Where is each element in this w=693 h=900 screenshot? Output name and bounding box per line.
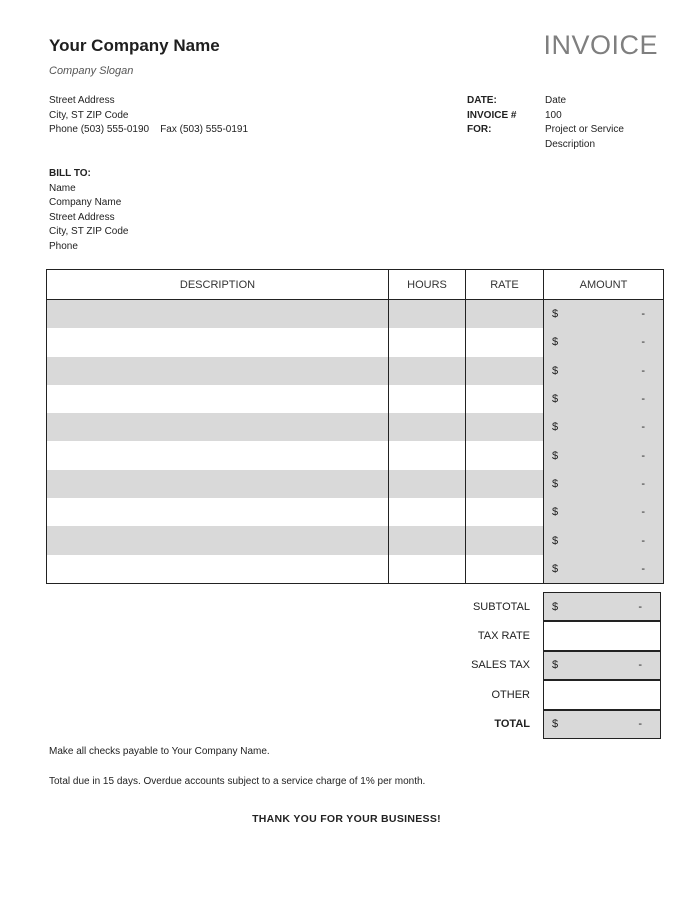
line-items-table <box>46 269 664 584</box>
sales-tax-value: - <box>638 659 642 672</box>
amount-value: - <box>641 421 645 434</box>
hours-cell[interactable] <box>389 441 466 469</box>
rate-cell[interactable] <box>466 385 544 413</box>
rate-cell[interactable] <box>466 470 544 498</box>
description-cell[interactable] <box>47 470 389 498</box>
other-field[interactable] <box>543 680 661 709</box>
amount-value: - <box>641 308 645 321</box>
bill-to-name: Name <box>49 182 76 194</box>
amount-currency: $ <box>552 534 559 547</box>
description-cell[interactable] <box>47 413 389 441</box>
sales-tax-row <box>420 651 661 680</box>
subtotal-value: - <box>638 600 642 613</box>
rate-cell[interactable] <box>466 413 544 441</box>
date-label: DATE: <box>467 95 497 106</box>
for-value-line1: Project or Service <box>545 124 624 136</box>
amount-currency: $ <box>552 477 559 490</box>
amount-cell <box>544 526 664 554</box>
bill-to-city: City, ST ZIP Code <box>49 226 129 238</box>
amount-cell <box>544 300 664 329</box>
rate-cell[interactable] <box>466 526 544 554</box>
table-row <box>47 498 664 526</box>
hours-cell[interactable] <box>389 357 466 385</box>
description-cell[interactable] <box>47 328 389 356</box>
rate-cell[interactable] <box>466 328 544 356</box>
company-slogan: Company Slogan <box>49 65 134 77</box>
amount-currency: $ <box>552 506 559 519</box>
amount-value: - <box>641 393 645 406</box>
sender-address <box>49 94 248 138</box>
invoice-number-value: 100 <box>545 109 562 121</box>
amount-currency: $ <box>552 308 559 321</box>
amount-value: - <box>641 534 645 547</box>
description-cell[interactable] <box>47 385 389 413</box>
column-header-amount: AMOUNT <box>544 270 664 300</box>
sales-tax-field <box>543 651 661 680</box>
amount-value: - <box>641 336 645 349</box>
rate-cell[interactable] <box>466 555 544 584</box>
amount-cell <box>544 357 664 385</box>
rate-cell[interactable] <box>466 357 544 385</box>
rate-cell[interactable] <box>466 300 544 329</box>
company-name: Your Company Name <box>49 36 220 55</box>
sender-city: City, ST ZIP Code <box>49 109 129 121</box>
description-cell[interactable] <box>47 441 389 469</box>
invoice-meta-labels <box>467 94 516 138</box>
description-cell[interactable] <box>47 300 389 329</box>
rate-cell[interactable] <box>466 441 544 469</box>
description-cell[interactable] <box>47 357 389 385</box>
table-row <box>47 413 664 441</box>
tax-rate-row <box>420 621 661 650</box>
sales-tax-label: SALES TAX <box>471 659 530 672</box>
hours-cell[interactable] <box>389 470 466 498</box>
totals-block <box>420 592 661 739</box>
table-header-row <box>47 270 664 300</box>
hours-cell[interactable] <box>389 413 466 441</box>
table-row <box>47 357 664 385</box>
hours-cell[interactable] <box>389 526 466 554</box>
sender-street: Street Address <box>49 95 115 106</box>
description-cell[interactable] <box>47 526 389 554</box>
total-row <box>420 710 661 739</box>
table-row <box>47 328 664 356</box>
table-row <box>47 470 664 498</box>
amount-value: - <box>641 506 645 519</box>
invoice-number-label: INVOICE # <box>467 109 517 121</box>
amount-currency: $ <box>552 449 559 462</box>
table-row <box>47 300 664 329</box>
bill-to-street: Street Address <box>49 211 115 223</box>
subtotal-currency: $ <box>552 600 559 613</box>
hours-cell[interactable] <box>389 498 466 526</box>
hours-cell[interactable] <box>389 385 466 413</box>
table-row <box>47 441 664 469</box>
tax-rate-label: TAX RATE <box>477 630 530 643</box>
column-header-rate: RATE <box>466 270 544 300</box>
subtotal-row <box>420 592 661 621</box>
for-value-line2: Description <box>545 138 596 150</box>
bill-to-company: Company Name <box>49 197 122 209</box>
total-currency: $ <box>552 718 559 731</box>
tax-rate-field[interactable] <box>543 621 661 650</box>
hours-cell[interactable] <box>389 300 466 329</box>
invoice-title: INVOICE <box>543 30 658 60</box>
for-label: FOR: <box>467 124 492 136</box>
amount-cell <box>544 413 664 441</box>
subtotal-field <box>543 592 661 621</box>
rate-cell[interactable] <box>466 498 544 526</box>
amount-value: - <box>641 562 645 575</box>
sender-phone-fax: Phone (503) 555-0190 Fax (503) 555-0191 <box>49 124 249 136</box>
table-row <box>47 555 664 584</box>
subtotal-label: SUBTOTAL <box>472 600 530 613</box>
other-label: OTHER <box>491 688 530 701</box>
amount-value: - <box>641 449 645 462</box>
bill-to-phone: Phone <box>49 240 78 252</box>
table-row <box>47 385 664 413</box>
amount-currency: $ <box>552 336 559 349</box>
description-cell[interactable] <box>47 555 389 584</box>
hours-cell[interactable] <box>389 328 466 356</box>
amount-cell <box>544 470 664 498</box>
amount-currency: $ <box>552 393 559 406</box>
amount-currency: $ <box>552 562 559 575</box>
table-row <box>47 526 664 554</box>
description-cell[interactable] <box>47 498 389 526</box>
amount-value: - <box>641 364 645 377</box>
thank-you-message: THANK YOU FOR YOUR BUSINESS! <box>252 813 441 825</box>
amount-currency: $ <box>552 421 559 434</box>
amount-cell <box>544 441 664 469</box>
other-row <box>420 680 661 709</box>
amount-currency: $ <box>552 364 559 377</box>
amount-value: - <box>641 477 645 490</box>
bill-to-label: BILL TO: <box>49 168 91 179</box>
total-value: - <box>638 718 642 731</box>
bill-to-block <box>49 167 128 255</box>
total-field <box>543 710 661 739</box>
amount-cell <box>544 498 664 526</box>
amount-cell <box>544 328 664 356</box>
total-label: TOTAL <box>494 718 530 731</box>
hours-cell[interactable] <box>389 555 466 584</box>
checks-payable-note: Make all checks payable to Your Company Name. <box>49 746 270 757</box>
column-header-hours: HOURS <box>389 270 466 300</box>
sales-tax-currency: $ <box>552 659 559 672</box>
column-header-description: DESCRIPTION <box>47 270 389 300</box>
invoice-meta-values <box>545 94 655 152</box>
amount-cell <box>544 385 664 413</box>
date-value: Date <box>545 95 567 106</box>
amount-cell <box>544 555 664 584</box>
payment-terms-note: Total due in 15 days. Overdue accounts subject to a service charge of 1% per month. <box>49 776 426 787</box>
